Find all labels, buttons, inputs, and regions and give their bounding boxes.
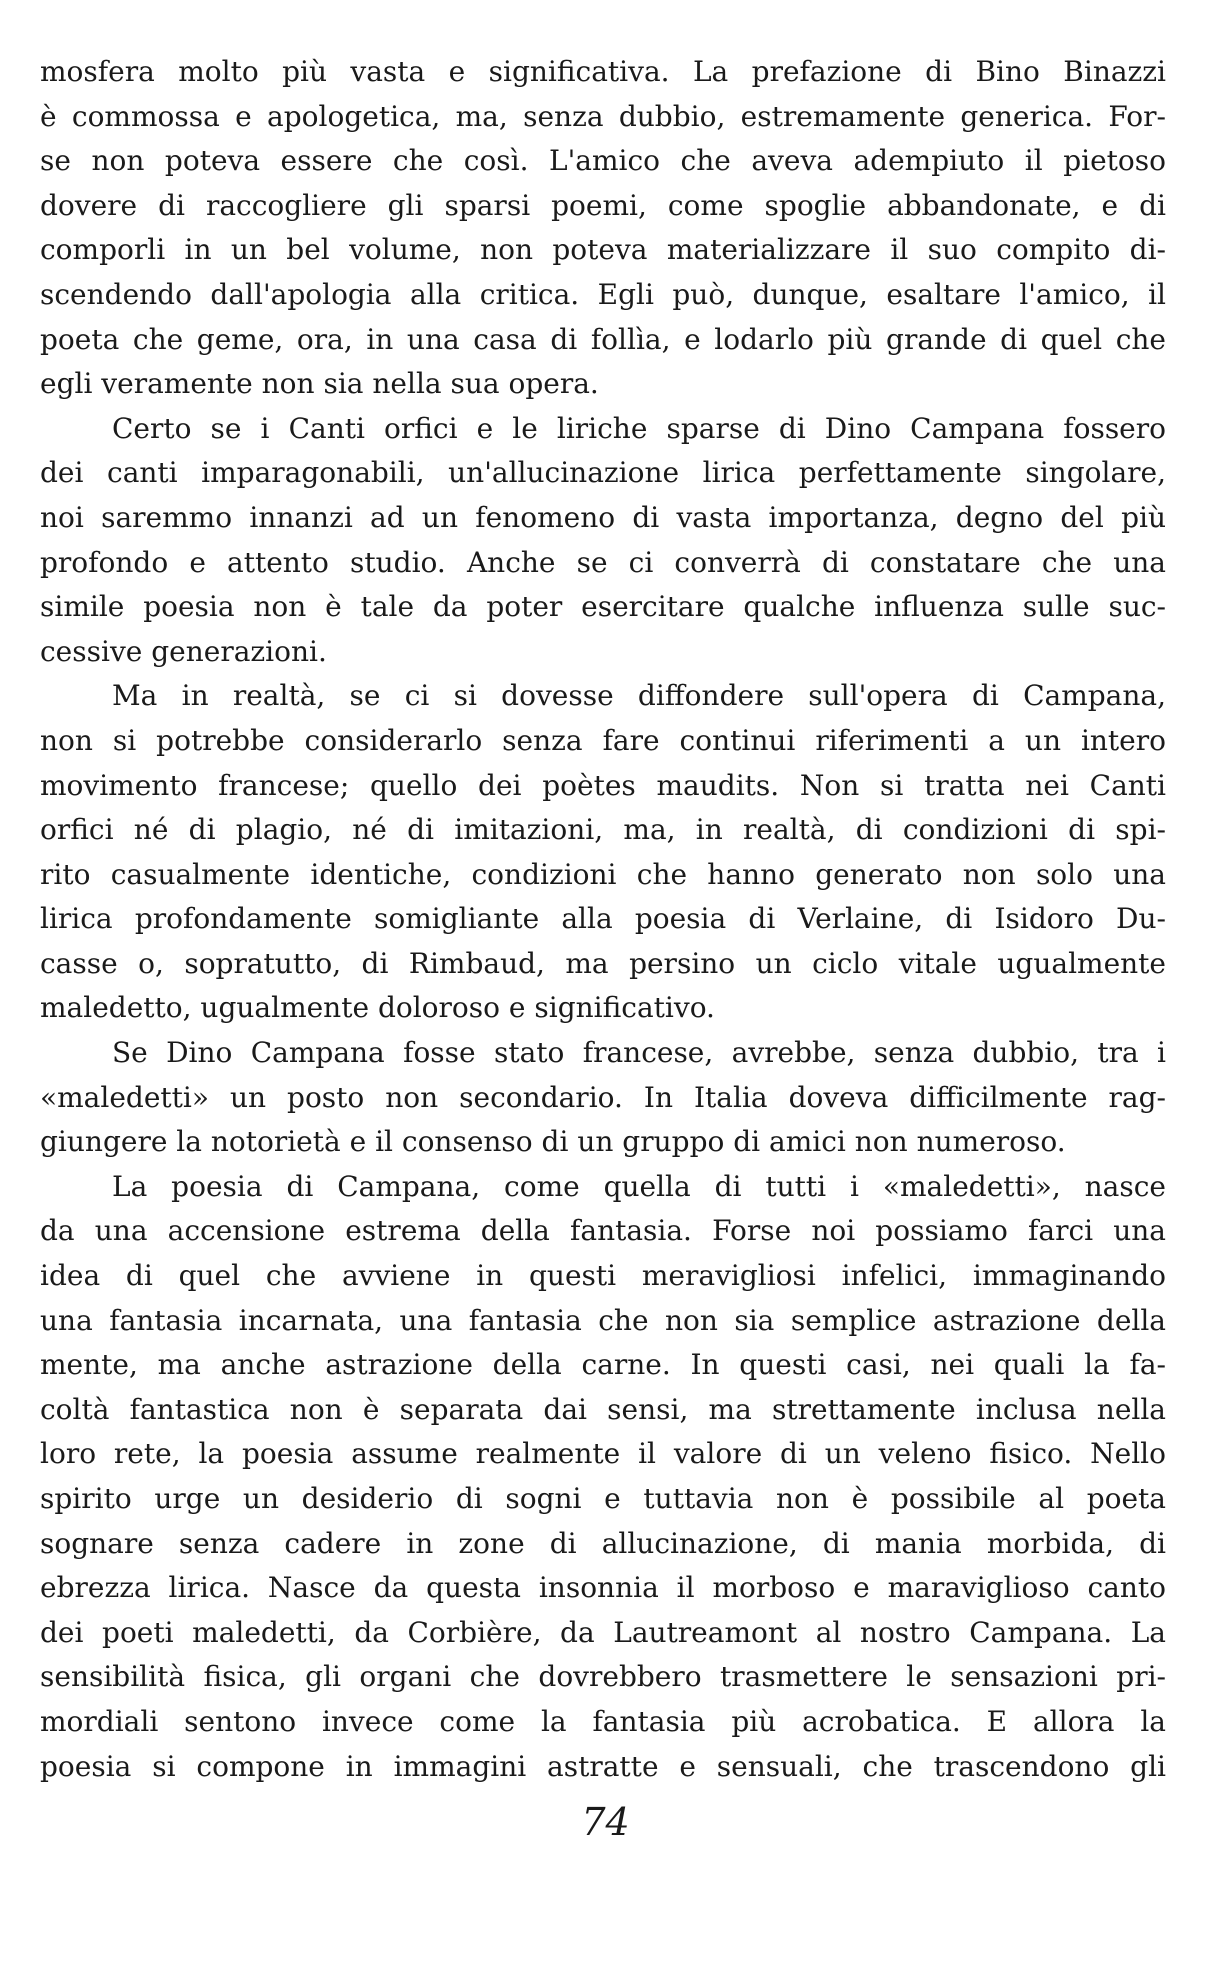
text-line: idea di quel che avviene in questi meravigliosi infelici, immaginando	[40, 1259, 1166, 1293]
text-line: movimento francese; quello dei poètes maudits. Non si tratta nei Canti	[40, 768, 1166, 802]
text-line: spirito urge un desiderio di sogni e tuttavia non è possibile al poeta	[40, 1482, 1166, 1515]
text-line: loro rete, la poesia assume realmente il valore di un veleno fisico. Nello	[40, 1437, 1166, 1471]
text-line: casse o, sopratutto, di Rimbaud, ma persino un ciclo vitale ugualmente	[40, 946, 1166, 980]
text-line: La poesia di Campana, come quella di tutti i «maledetti», nasce	[112, 1169, 1166, 1203]
text-line: comporli in un bel volume, non poteva materializzare il suo compito di-	[40, 233, 1166, 267]
page-number: 74	[581, 1800, 630, 1844]
text-line: sensibilità fisica, gli organi che dovrebbero trasmettere le sensazioni pri-	[40, 1660, 1166, 1694]
text-line: «maledetti» un posto non secondario. In Italia doveva difficilmente rag-	[40, 1080, 1166, 1114]
paragraph-2	[40, 407, 1166, 675]
text-line: maledetto, ugualmente doloroso e significativo.	[40, 991, 715, 1025]
text-line: simile poesia non è tale da poter esercitare qualche influenza sulle suc-	[40, 590, 1166, 624]
text-line: dei canti imparagonabili, un'allucinazione lirica perfettamente singolare,	[40, 456, 1166, 490]
text-line: da una accensione estrema della fantasia. Forse noi possiamo farci una	[40, 1214, 1166, 1248]
text-line: scendendo dall'apologia alla critica. Egli può, dunque, esaltare l'amico, il	[40, 277, 1166, 311]
text-line: è commossa e apologetica, ma, senza dubbio, estremamente generica. For-	[40, 99, 1166, 133]
text-line: coltà fantastica non è separata dai sensi, ma strettamente inclusa nella	[40, 1392, 1166, 1426]
text-line: Certo se i Canti orfici e le liriche sparse di Dino Campana fossero	[112, 411, 1166, 445]
text-line: orfici né di plagio, né di imitazioni, ma, in realtà, di condizioni di spi-	[40, 813, 1166, 847]
text-line: non si potrebbe considerarlo senza fare continui riferimenti a un intero	[40, 723, 1166, 757]
text-line: cessive generazioni.	[40, 634, 327, 668]
text-line: noi saremmo innanzi ad un fenomeno di vasta importanza, degno del più	[40, 500, 1166, 534]
paragraph-3	[40, 674, 1166, 1031]
text-line: ebrezza lirica. Nasce da questa insonnia il morboso e maraviglioso canto	[40, 1571, 1166, 1605]
text-line: sognare senza cadere in zone di allucinazione, di mania morbida, di	[40, 1526, 1166, 1560]
text-line: rito casualmente identiche, condizioni che hanno generato non solo una	[40, 857, 1166, 891]
text-line: dei poeti maledetti, da Corbière, da Lautreamont al nostro Campana. La	[40, 1615, 1166, 1649]
body-text	[40, 50, 1166, 1789]
text-line: Ma in realtà, se ci si dovesse diffondere sull'opera di Campana,	[112, 679, 1166, 713]
text-line: mente, ma anche astrazione della carne. In questi casi, nei quali la fa-	[40, 1348, 1166, 1382]
text-line: poeta che geme, ora, in una casa di follìa, e lodarlo più grande di quel che	[40, 322, 1166, 356]
text-line: mosfera molto più vasta e significativa. La prefazione di Bino Binazzi	[40, 55, 1166, 88]
text-line: poesia si compone in immagini astratte e sensuali, che trascendono gli	[40, 1749, 1166, 1783]
text-line: dovere di raccogliere gli sparsi poemi, come spoglie abbandonate, e di	[40, 188, 1166, 222]
text-line: lirica profondamente somigliante alla poesia di Verlaine, di Isidoro Du-	[40, 902, 1166, 936]
text-line: Se Dino Campana fosse stato francese, avrebbe, senza dubbio, tra i	[112, 1036, 1166, 1070]
text-line: una fantasia incarnata, una fantasia che non sia semplice astrazione della	[40, 1303, 1166, 1337]
text-line: egli veramente non sia nella sua opera.	[40, 367, 599, 401]
text-line: se non poteva essere che così. L'amico che aveva adempiuto il pietoso	[40, 144, 1166, 178]
paragraph-4	[40, 1031, 1166, 1165]
text-line: giungere la notorietà e il consenso di un gruppo di amici non numeroso.	[40, 1125, 1066, 1159]
text-line: mordiali sentono invece come la fantasia più acrobatica. E allora la	[40, 1704, 1166, 1738]
paragraph-5	[40, 1165, 1166, 1789]
text-line: profondo e attento studio. Anche se ci converrà di constatare che una	[40, 545, 1166, 579]
paragraph-1	[40, 50, 1166, 407]
